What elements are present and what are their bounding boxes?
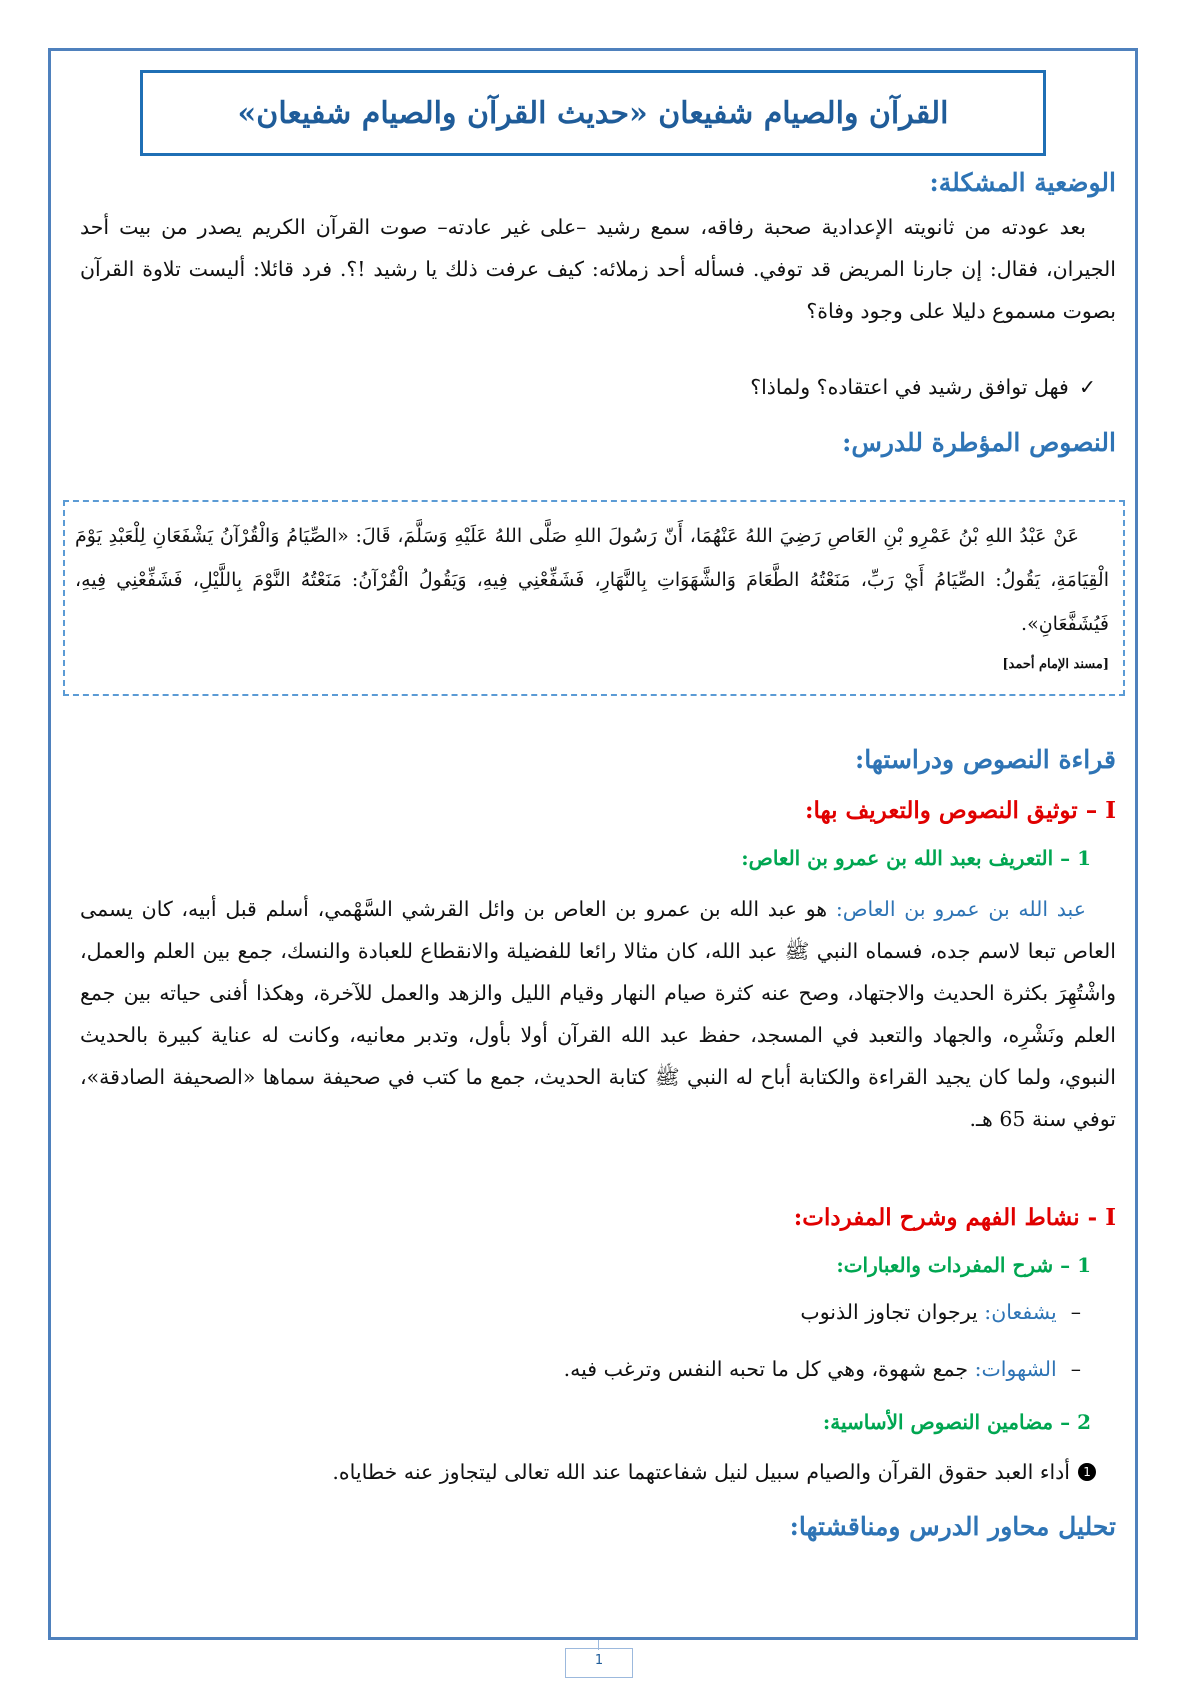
reading-heading: قراءة النصوص ودراستها: <box>855 745 1116 774</box>
situation-question <box>750 375 1096 399</box>
bio-heading: 1 – التعريف بعبد الله بن عمرو بن العاص: <box>741 846 1091 870</box>
vocab-definition: جمع شهوة، وهي كل ما تحبه النفس وترغب فيه. <box>563 1357 969 1381</box>
situation-text: بعد عودته من ثانويته الإعدادية صحبة رفاقه، سمع رشيد –على غير عادته– صوت القرآن الكريم يصدر من بيت أحد الجيران، فقال: إن جارنا المريض قد توفي. فسأله أحد زملائه: كيف عرفت ذلك يا رشيد !؟. فرد قائلا: أليست تلاوة القرآن بصوت مسموع دليلا على وجود وفاة؟ <box>80 215 1116 323</box>
content-text: أداء العبد حقوق القرآن والصيام سبيل لنيل شفاعتهما عند الله تعالى ليتجاوز عنه خطاياه. <box>332 1460 1070 1484</box>
bio-label: عبد الله بن عمرو بن العاص: <box>835 897 1086 921</box>
vocab-definition: يرجوان تجاوز الذنوب <box>800 1300 978 1324</box>
vocab-term: الشهوات: <box>974 1357 1057 1381</box>
hadith-source: [مسند الإمام أحمد] <box>1002 657 1109 672</box>
analysis-heading: تحليل محاور الدرس ومناقشتها: <box>789 1512 1116 1541</box>
vocab-item <box>564 1357 1081 1381</box>
page-number: 1 <box>565 1648 633 1678</box>
question-text: فهل توافق رشيد في اعتقاده؟ ولماذا؟ <box>750 375 1069 399</box>
situation-heading: الوضعية المشكلة: <box>929 168 1116 197</box>
contents-heading: 2 – مضامين النصوص الأساسية: <box>822 1410 1091 1434</box>
bio-text: هو عبد الله بن عمرو بن العاص بن وائل القرشي السَّهْمي، أسلم قبل أبيه، كان يسمى العاص تبعا لاسم جده، فسماه النبي ﷺ عبد الله، كان مثالا رائعا للفضيلة والانقطاع للعبادة والنسك، جمع بين العلم والعمل، واشْتُهِرَ بكثرة الحديث والاجتهاد، وصح عنه كثرة صيام النهار وقيام الليل والزهد والعمل للآخرة، وهكذا أفنى حياته بين جمع العلم ونَشْرِه، والجهاد والتعبد في المسجد، حفظ عبد الله القرآن أولا بأول، وتدبر معانيه، وكانت له عناية كبيرة بالحديث النبوي، ولما كان يجيد القراءة والكتابة أباح له النبي ﷺ كتابة الحديث، جمع ما كتب في صحيفة سماها «الصحيفة الصادقة»، توفي سنة 65 هـ. <box>80 897 1116 1131</box>
number-circle-icon: 1 <box>1078 1463 1096 1481</box>
vocab-term: يشفعان: <box>984 1300 1057 1324</box>
bio-paragraph <box>80 888 1116 1140</box>
texts-heading: النصوص المؤطرة للدرس: <box>842 428 1116 457</box>
vocab-item <box>800 1300 1081 1324</box>
hadith-box <box>63 500 1125 696</box>
vocab-heading: 1 – شرح المفردات والعبارات: <box>836 1253 1091 1277</box>
hadith-text: عَنْ عَبْدُ اللهِ بْنُ عَمْرِو بْنِ العَاصِ رَضِيَ اللهُ عَنْهُمَا، أَنّ رَسُولَ اللهِ صَلَّى اللهُ عَلَيْهِ وَسَلَّمَ، قَالَ: «الصِّيَامُ وَالْقُرْآنُ يَشْفَعَانِ لِلْعَبْدِ يَوْمَ الْقِيَامَةِ، يَقُولُ: الصِّيَامُ أَيْ رَبِّ، مَنَعْتُهُ الطَّعَامَ وَالشَّهَوَاتِ بِالنَّهَارِ، فَشَفِّعْنِي فِيهِ، وَيَقُولُ الْقُرْآنُ: مَنَعْتُهُ النَّوْمَ بِاللَّيْلِ، فَشَفِّعْنِي فِيهِ، فَيُشَفَّعَانِ». <box>75 525 1109 635</box>
dash-mark: – <box>1070 1357 1081 1381</box>
check-icon: ✓ <box>1078 375 1096 399</box>
dash-mark: – <box>1070 1300 1081 1324</box>
documentation-heading: I – توثيق النصوص والتعريف بها: <box>804 797 1116 824</box>
page-title: القرآن والصيام شفيعان «حديث القرآن والصيام شفيعان» <box>237 95 949 131</box>
title-box <box>140 70 1046 156</box>
comprehension-heading: I - نشاط الفهم وشرح المفردات: <box>793 1204 1116 1231</box>
content-item <box>332 1460 1096 1484</box>
